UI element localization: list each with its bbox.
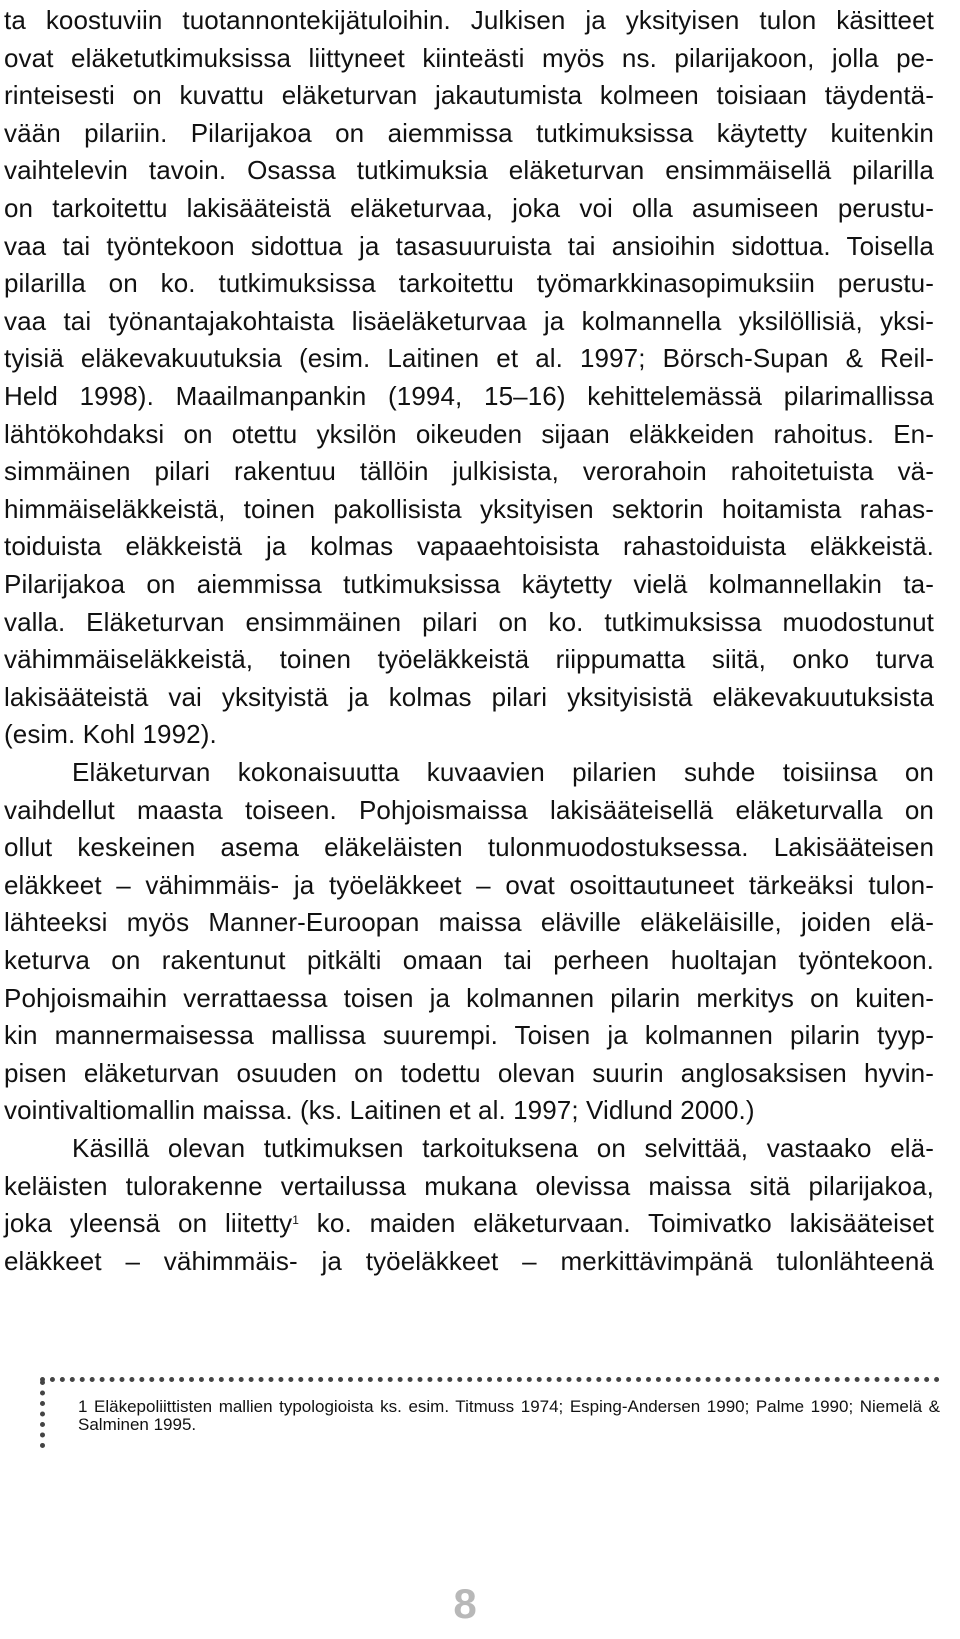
footnote-reference[interactable]: 1 [292, 1213, 299, 1228]
footnote-text: 1 Eläkepoliittisten mallien typologioista ks. esim. Titmuss 1974; Esping-Andersen 1990; Palme 1990; Niemelä & Salminen 1995. [78, 1397, 940, 1434]
text-line: pilarilla on ko. tutkimuksissa tarkoitettu työmarkkinasopimuksiin perustu- [4, 268, 934, 299]
text-line: eläkkeet – vähimmäis- ja työeläkkeet – merkittävimpänä tulonlähteenä [4, 1245, 934, 1276]
text-line: Held 1998). Maailmanpankin (1994, 15–16) kehittelemässä pilarimallissa [4, 380, 934, 411]
text-line: simmäinen pilari rakentuu tällöin julkisista, verorahoin rahoitetuista vä- [4, 456, 934, 487]
text-line: ovat eläketutkimuksissa liittyneet kiinteästi myös ns. pilarijakoon, jolla pe- [4, 42, 934, 73]
text-line: lakisääteistä vai yksityistä ja kolmas pilari yksityisistä eläkevakuutuksista [4, 681, 934, 712]
paragraph-study-aim [4, 1130, 934, 1280]
text-line: pisen eläketurvan osuuden on todettu olevan suurin anglosaksisen hyvin- [4, 1057, 934, 1088]
text-line: vaa tai työnantajakohtaista lisäeläketurvaa ja kolmannella yksilöllisiä, yksi- [4, 305, 934, 336]
text-line: rinteisesti on kuvattu eläketurvan jakautumista kolmeen toisiaan täydentä- [4, 80, 934, 111]
text-line-with-footnote-ref [4, 1205, 934, 1243]
text-line: on tarkoitettu lakisääteistä eläketurvaa, joka voi olla asumiseen perustu- [4, 192, 934, 223]
text-line: Pilarijakoa on aiemmissa tutkimuksissa käytetty vielä kolmannellakin ta- [4, 568, 934, 599]
text-line: ta koostuviin tuotannontekijätuloihin. Julkisen ja yksityisen tulon käsitteet [4, 5, 934, 35]
text-line: Pohjoismaihin verrattaessa toisen ja kolmannen pilarin merkitys on kuiten- [4, 982, 934, 1013]
text-line: vointivaltiomallin maissa. (ks. Laitinen et al. 1997; Vidlund 2000.) [4, 1095, 755, 1126]
text-fragment: joka yleensä on liitetty [4, 1208, 293, 1239]
text-line: himmäiseläkkeistä, toinen pakollisista yksityisen sektorin hoitamista rahas- [4, 493, 934, 524]
text-line: keläisten tulorakenne vertailussa mukana olevissa maissa sitä pilarijakoa, [4, 1170, 934, 1201]
text-line: vaihtelevin tavoin. Osassa tutkimuksia eläketurvan ensimmäisellä pilarilla [4, 155, 934, 186]
text-line: lähtökohdaksi on otettu yksilön oikeuden sijaan eläkkeiden rahoitus. En- [4, 418, 934, 449]
footnote-divider [40, 1377, 940, 1382]
text-line: tyisiä eläkevakuutuksia (esim. Laitinen et al. 1997; Börsch-Supan & Reil- [4, 343, 934, 374]
text-line: Eläketurvan kokonaisuutta kuvaavien pilarien suhde toisiinsa on [72, 757, 934, 787]
text-line: vään pilariin. Pilarijakoa on aiemmissa tutkimuksissa käytetty kuitenkin [4, 117, 934, 148]
text-line: lähteeksi myös Manner-Euroopan maissa eläville eläkeläisille, joiden elä- [4, 907, 934, 938]
text-line: vähimmäiseläkkeistä, toinen työeläkkeistä riippumatta siitä, onko turva [4, 644, 934, 675]
text-line: vaa tai työntekoon sidottua ja tasasuuruista tai ansioihin sidottua. Toisella [4, 230, 934, 261]
text-fragment: ko. maiden eläketurvaan. Toimivatko lakisääteiset [299, 1208, 935, 1239]
text-line: toiduista eläkkeistä ja kolmas vapaaehtoisista rahastoiduista eläkkeistä. [4, 531, 934, 562]
paragraph-nordic-comparison [4, 754, 934, 1130]
page-number: 8 [453, 1580, 477, 1627]
text-line: ollut keskeinen asema eläkeläisten tulonmuodostuksessa. Lakisääteisen [4, 832, 934, 863]
text-line: eläkkeet – vähimmäis- ja työeläkkeet – ovat osoittautuneet tärkeäksi tulon- [4, 869, 934, 900]
text-line: kin mannermaisessa mallissa suurempi. Toisen ja kolmannen pilarin tyyp- [4, 1020, 934, 1051]
text-line: (esim. Kohl 1992). [4, 719, 217, 750]
text-line: vaihdellut maasta toiseen. Pohjoismaissa lakisääteisellä eläketurvalla on [4, 794, 934, 825]
text-line: valla. Eläketurvan ensimmäinen pilari on ko. tutkimuksissa muodostunut [4, 606, 934, 637]
text-line: keturva on rakentunut pitkälti omaan tai perheen huoltajan työntekoon. [4, 944, 934, 975]
text-line: Käsillä olevan tutkimuksen tarkoituksena on selvittää, vastaako elä- [72, 1133, 934, 1163]
footnote-side-divider [40, 1380, 45, 1448]
paragraph-pillar-division [4, 2, 934, 754]
